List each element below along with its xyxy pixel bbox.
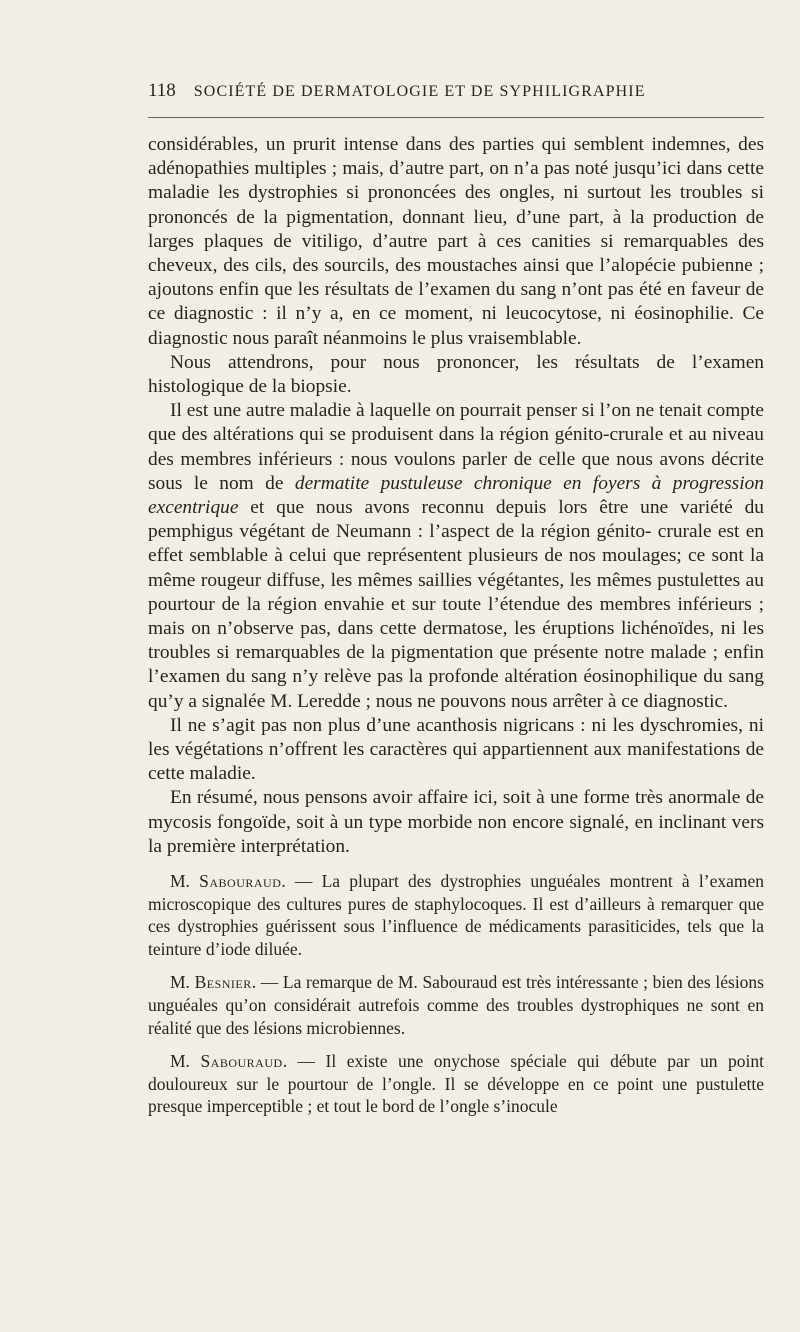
discussion-section [148,870,764,1118]
speaker-prefix: M. [170,871,200,892]
speaker-name: Besnier [194,972,252,993]
paragraph-text: Il est une autre maladie à laquelle on pourrait penser si l’on ne tenait compte que des altérations qui se produisent dans la région génito-crurale et au niveau des membres inférieurs : nous voulons parler de celle que nous avons décrite sous le nom de [148,400,764,494]
speaker-prefix: M. [170,972,195,993]
remark-text: . — La plupart des dystrophies unguéales montrent à l’examen microscopique des cultures pures de staphylocoques. Il est d’ailleurs à remarquer que ces dystrophies guérissent sous l’influence de médicaments parasiticides, tels que la teinture d’iode diluée. [148,871,764,959]
header-rule [148,117,764,118]
speaker-name: Sabouraud [199,871,282,892]
page-body [148,133,764,1129]
running-title: SOCIÉTÉ DE DERMATOLOGIE ET DE SYPHILIGRAPHIE [193,83,646,100]
discussion-remark [148,870,764,960]
speaker-prefix: M. [170,1051,201,1072]
discussion-remark [148,1050,764,1118]
paragraph-differential-diagnosis [148,399,764,714]
discussion-remark [148,971,764,1039]
remark-text: . — La remarque de M. Sabouraud est très intéressante ; bien des lésions unguéales qu’on considérait autrefois comme des troubles dystrophiques ne sont en réalité que des lésions microbiennes. [148,972,764,1038]
paragraph-biopsy: Nous attendrons, pour nous prononcer, les résultats de l’examen histologique de la biopsie. [148,351,764,398]
italic-disease-name: dermatite pustuleuse chronique en foyers à progression excentrique [148,472,764,519]
paragraph-continuation: considérables, un prurit intense dans des parties qui semblent indemnes, des adénopathies multiples ; mais, d’autre part, on n’a pas noté jusqu’ici dans cette maladie les dystrophies si prononcées des ongles, ni surtout les troubles si prononcés de la pigmentation, donnant lieu, d’une part, à la production de larges plaques de vitiligo, d’autre part à ces canities si remarquables des cheveux, des cils, des sourcils, des moustaches ainsi que l’alopécie pubienne ; ajoutons enfin que les résultats de l’examen du sang n’ont pas été en faveur de ce diagnostic : il n’y a, en ce moment, ni leucocytose, ni éosinophilie. Ce diagnostic nous paraît néanmoins le plus vraisemblable. [148,134,764,349]
speaker-name: Sabouraud [200,1051,283,1072]
paragraph-summary: En résumé, nous pensons avoir affaire ici, soit à une forme très anormale de mycosis fongoïde, soit à un type morbide non encore signalé, en inclinant vers la première interprétation. [148,787,764,857]
running-header [148,80,764,102]
paragraph-text: et que nous avons reconnu depuis lors être une variété du pemphigus végétant de Neumann : l’aspect de la région génito- crurale est en effet semblable à celui que représentent plusieurs de nos moulages; ce sont la même rougeur diffuse, les mêmes saillies végétantes, les mêmes pustulettes au pourtour de la région envahie et sur toute l’étendue des membres inférieurs ; mais on n’observe pas, dans cette dermatose, les éruptions lichénoïdes, ni les troubles si remarquables de la pigmentation que présente notre malade ; enfin l’examen du sang n’y relève pas la profonde altération éosinophilique du sang qu’y a signalée M. Leredde ; nous ne pouvons nous arrêter à ce diagnostic. [148,497,764,712]
main-text [148,133,764,859]
page-number: 118 [148,80,176,101]
remark-text: . — Il existe une onychose spéciale qui débute par un point douloureux sur le pourtour de l’ongle. Il se développe en ce point une pustulette presque imperceptible ; et tout le bord de l’ongle s’inocule [148,1051,765,1117]
paragraph-acanthosis: Il ne s’agit pas non plus d’une acanthosis nigricans : ni les dyschromies, ni les végétations n’offrent les caractères qui appartiennent aux manifestations de cette maladie. [148,714,764,785]
